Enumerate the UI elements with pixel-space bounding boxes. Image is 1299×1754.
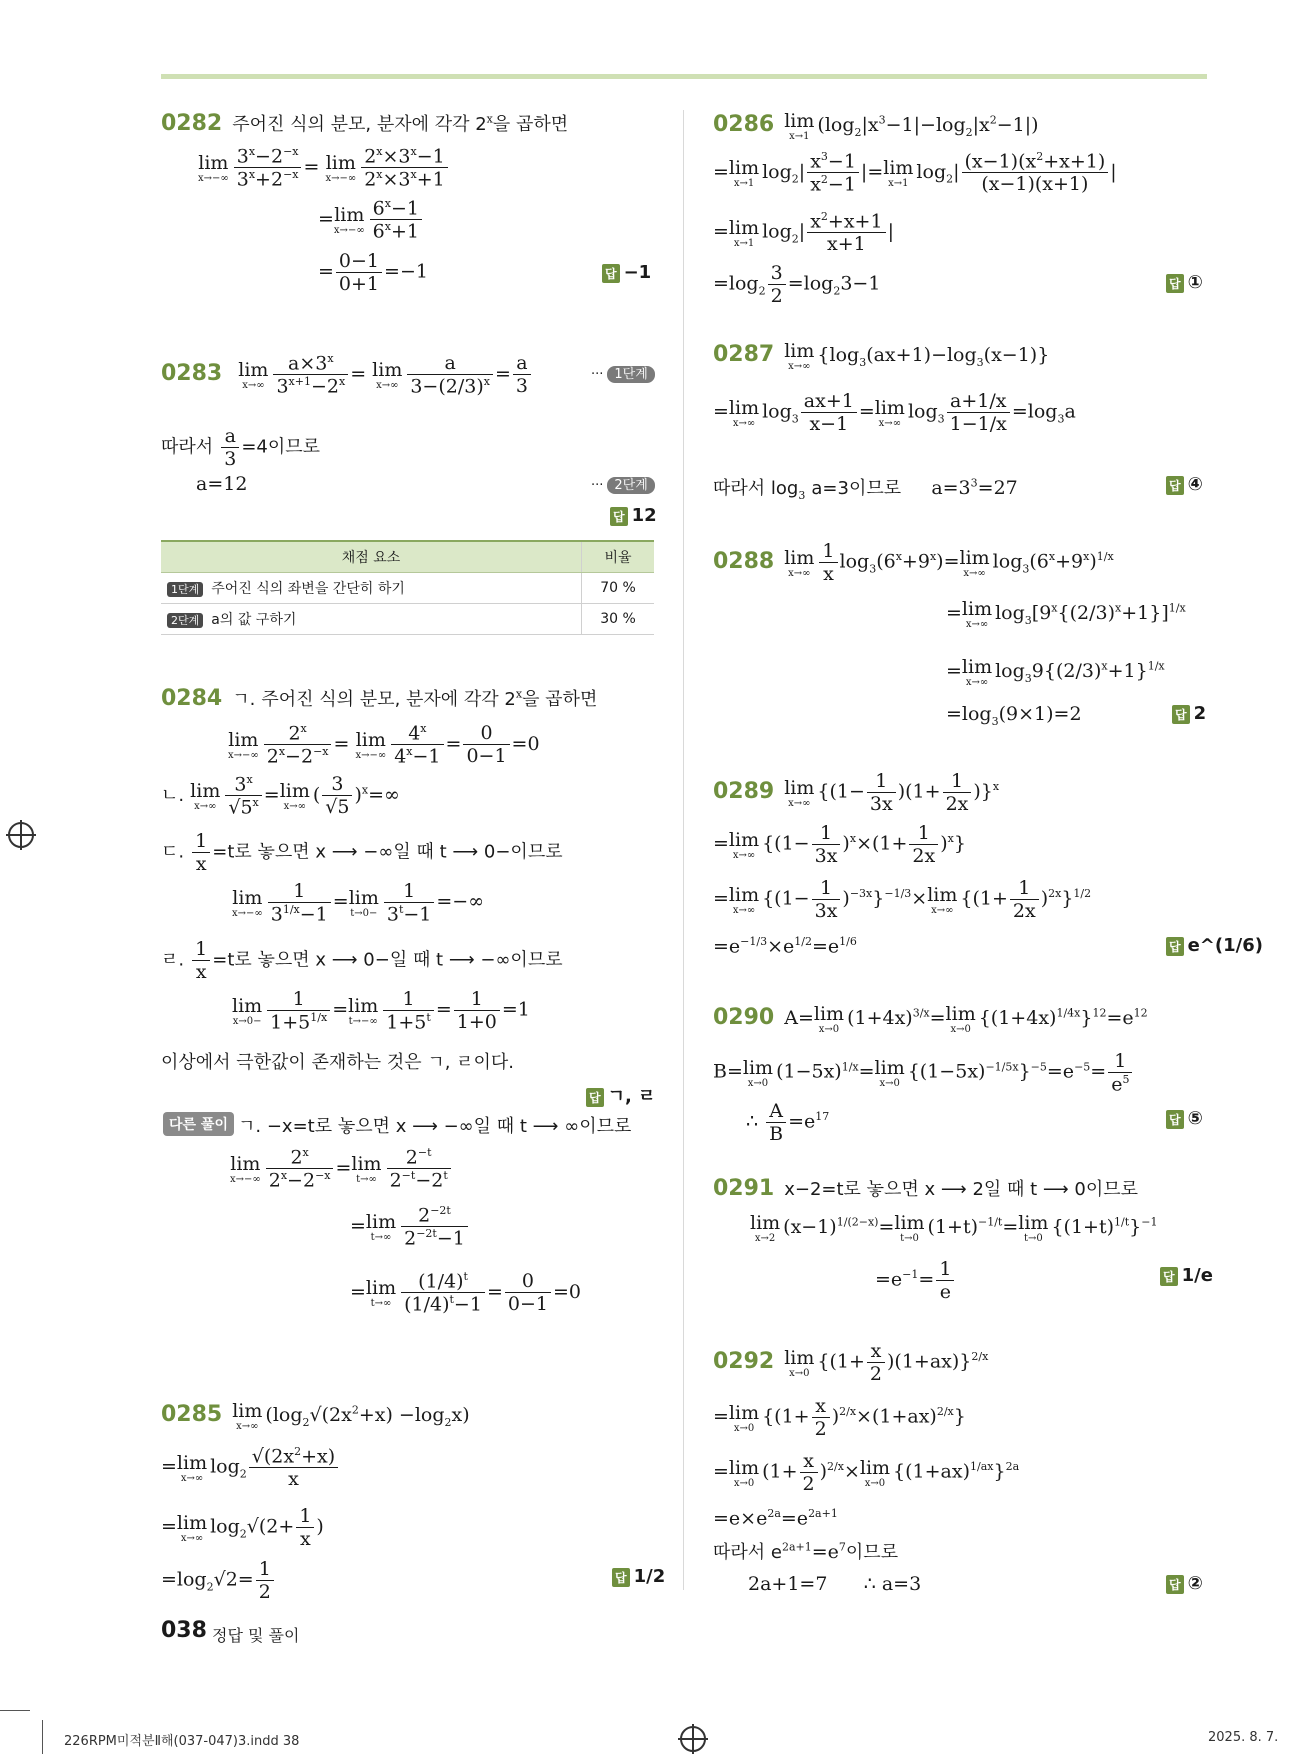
step-1-label: ··· 1단계 <box>591 363 655 382</box>
eq-0292-4: $=e\times e^{2a}=e^{2a+1}$ <box>713 1507 838 1530</box>
answer-0283: 답 12 <box>610 505 657 526</box>
scoring-table: 채점 요소 비율 1단계 주어진 식의 좌변을 간단히 하기 70 % 2단계 a의 값 구하기 30 % <box>161 540 654 635</box>
eq-0292-5: 따라서 $e^{2a+1}=e^7$이므로 <box>713 1540 899 1563</box>
top-rule <box>161 74 1207 79</box>
problem-0290-eq: 0290 A=lim x→0 $(1+4x)^{3/x}=\lim$ x→0 $\{(1+4x)^{1/4x}\}^{12}=e^{12}$ <box>713 1003 1148 1035</box>
eq-0289-4: $=e^{-1/3}\times e^{1/2}=e^{1/6}$ <box>713 935 857 958</box>
eq-0290-3: ∴ $\frac{A}{B}$ $=e^{17}$ <box>746 1100 830 1145</box>
eq-0286-3: =lim x→1 $\log_2|$ $\frac{x^2+x+1}{x+1}$ | <box>713 210 894 256</box>
problem-0289-eq: 0289 lim x→∞ {(1− $\frac{1}{3x}$ )(1+ $\frac{1}{2x}$ )}$^x$ <box>713 770 1000 815</box>
alt-solution-intro: ㄱ. −x=t로 놓으면 x ⟶ −∞일 때 t ⟶ ∞이므로 <box>238 1116 632 1137</box>
registration-mark <box>680 1726 706 1752</box>
page-section-title: 정답 및 풀이 <box>212 1626 300 1645</box>
eq-0284-d: lim x→0− $\frac{1}{1+5^{1/x}}$ =lim t→−∞ $\frac{1}{1+5^t}$ = $\frac{1}{1+0}$ =1 <box>232 988 530 1034</box>
eq-0289-2: =lim x→∞ {(1− $\frac{1}{3x}$ )$^x$×(1+ $\frac{1}{2x}$ )$^x$} <box>713 822 966 867</box>
eq-0292-6: 2a+1=7 ∴ a=3 <box>748 1573 922 1595</box>
file-slug: 226RPM미적분Ⅱ해(037-047)3.indd 38 <box>64 1734 300 1749</box>
eq-0292-3: =lim x→0 (1+ $\frac{x}{2}$ )$^{2/x}$×lim x→0 $\{(1+ax)^{1/ax}\}^{2a}$ <box>713 1450 1020 1495</box>
problem-0291-header: 0291 x−2=t로 놓으면 x ⟶ 2일 때 t ⟶ 0이므로 <box>713 1176 1139 1201</box>
problem-number: 0282 <box>161 111 223 136</box>
answer-0284: 답 ㄱ, ㄹ <box>586 1082 655 1108</box>
table-header: 채점 요소 <box>161 541 582 573</box>
problem-0283-eq: 0283 lim x→∞ $\frac{a\times 3^x}{3^{x+1}-2^x}$ = lim x→∞ $\frac{a}{3-(2/3)^x}$ = $\frac{a}{3}$ <box>161 352 533 398</box>
answer-0292: 답 ② <box>1166 1573 1203 1594</box>
column-divider <box>683 110 684 1590</box>
eq-0285-3: =lim x→∞ $\log_2√(2+$ $\frac{1}{x}$ ) <box>161 1505 324 1550</box>
eq-0284-alt-2: =lim t→∞ $\frac{2^{-2t}}{2^{-2t}-1}$ <box>350 1204 470 1250</box>
answer-0282: 답 −1 <box>602 262 651 283</box>
alt-solution-label: 다른 풀이 <box>163 1112 234 1136</box>
eq-0286-4: $=\log_2$ $\frac{3}{2}$ $=\log_23-1$ <box>713 262 881 307</box>
eq-0292-2: =lim x→0 {(1+ $\frac{x}{2}$ )$^{2/x}\times(1+ax)^{2/x}$} <box>713 1395 966 1440</box>
registration-mark <box>8 822 34 848</box>
answer-0288: 답 2 <box>1172 703 1206 724</box>
eq-0286-2: =lim x→1 $\log_2|$ $\frac{x^3-1}{x^2-1}$ |=lim x→1 $\log_2|$ $\frac{(x-1)(x^2+x+1)}{(x-1)(x+1)}$ | <box>713 150 1117 196</box>
eq-0282-3: = $\frac{0-1}{0+1}$ =−1 <box>318 250 428 295</box>
problem-0287-eq: 0287 lim x→∞ $\{\log_3(ax+1)-\log_3(x-1)\}$ <box>713 340 1050 372</box>
eq-0283-3: a=12 <box>196 473 248 495</box>
answer-0291: 답 1/e <box>1160 1265 1213 1286</box>
eq-0283-2: 따라서 $\frac{a}{3}$ =4이므로 <box>161 425 321 470</box>
answer-0287: 답 ④ <box>1166 474 1203 495</box>
crop-mark <box>0 1710 30 1711</box>
table-row: 1단계 주어진 식의 좌변을 간단히 하기 70 % <box>161 573 654 604</box>
eq-0284-c: lim x→−∞ $\frac{1}{3^{1/x}-1}$ =lim t→0− $\frac{1}{3^t-1}$ =−∞ <box>232 880 485 926</box>
page-number: 038 <box>161 1618 207 1643</box>
eq-0284-c-intro: ㄷ. $\frac{1}{x}$ =t로 놓으면 x ⟶ −∞일 때 t ⟶ 0−이므로 <box>161 830 563 875</box>
answer-0290: 답 ⑤ <box>1166 1108 1203 1129</box>
eq-0290-2: B=lim x→0 $(1-5x)^{1/x}=\lim$ x→0 $\{(1-5x)^{-1/5x}\}^{-5}=e^{-5}=$ $\frac{1}{e^5}$ <box>713 1050 1134 1095</box>
eq-0288-2: =lim x→∞ $\log_3[9^x\{(2/3)^x+1\}]^{1/x}$ <box>946 598 1186 630</box>
eq-0284-alt-3: =lim t→∞ $\frac{(1/4)^t}{(1/4)^t-1}$ = $\frac{0}{0-1}$ =0 <box>350 1270 581 1316</box>
eq-0288-3: =lim x→∞ $\log_39\{(2/3)^x+1\}^{1/x}$ <box>946 656 1165 688</box>
eq-0284-b: ㄴ. lim x→∞ $\frac{3^x}{√5^x}$ =lim x→∞ ( $\frac{3}{√5}$ )$^x$=∞ <box>161 773 400 819</box>
answer-0285: 답 1/2 <box>612 1566 665 1587</box>
eq-0285-4: $=\log_2√2=$ $\frac{1}{2}$ <box>161 1558 276 1603</box>
eq-0288-4: $=\log_3(9\times 1)=2$ <box>946 703 1082 728</box>
problem-0292-eq: 0292 lim x→0 {(1+ $\frac{x}{2}$ )(1+ax)}$^{2/x}$ <box>713 1340 989 1385</box>
crop-mark <box>42 1720 43 1754</box>
problem-0282-header: 0282 주어진 식의 분모, 분자에 각각 2$^x$을 곱하면 <box>161 111 569 136</box>
answer-0289: 답 e^(1/6) <box>1166 935 1263 956</box>
eq-0285-2: =lim x→∞ $\log_2$ $\frac{√(2x^2+x)}{x}$ <box>161 1445 340 1490</box>
eq-0282-2: =lim x→−∞ $\frac{6^x-1}{6^x+1}$ <box>318 197 424 243</box>
problem-0285-eq: 0285 lim x→∞ $(\log_2√(2x^2+x) -\log_2x)$ <box>161 1400 470 1432</box>
step-2-label: ··· 2단계 <box>591 474 655 493</box>
eq-0284-a: lim x→−∞ $\frac{2^x}{2^x-2^{-x}}$ = lim x→−∞ $\frac{4^x}{4^x-1}$ = $\frac{0}{0-1}$ =0 <box>228 722 540 768</box>
problem-0288-eq: 0288 lim x→∞ $\frac{1}{x}$ $\log_3(6^x+9^x)=\lim$ x→∞ $\log_3(6^x+9^x)^{1/x}$ <box>713 540 1114 585</box>
eq-0291-2: lim x→2 $(x-1)^{1/(2-x)}=\lim$ t→0 $(1+t)^{-1/t}=\lim$ t→0 $\{(1+t)^{1/t}\}^{-1}$ <box>750 1212 1158 1244</box>
eq-0284-alt-1: lim x→−∞ $\frac{2^x}{2^x-2^{-x}}$ =lim t→∞ $\frac{2^{-t}}{2^{-t}-2^t}$ <box>230 1146 453 1192</box>
eq-0291-3: $=e^{-1}=$ $\frac{1}{e}$ <box>875 1258 956 1303</box>
answer-0286: 답 ① <box>1166 272 1203 293</box>
eq-0284-d-intro: ㄹ. $\frac{1}{x}$ =t로 놓으면 x ⟶ 0−일 때 t ⟶ −∞이므로 <box>161 938 563 983</box>
conclusion-0284: 이상에서 극한값이 존재하는 것은 ㄱ, ㄹ이다. <box>161 1052 515 1073</box>
problem-intro: 주어진 식의 분모, 분자에 각각 2 <box>232 114 487 135</box>
eq-0287-3: 따라서 $\log_3 a=3$이므로 $a=3^3=27$ <box>713 476 1018 502</box>
problem-0284-header: 0284 ㄱ. 주어진 식의 분모, 분자에 각각 2$^x$을 곱하면 <box>161 686 598 711</box>
print-date: 2025. 8. 7. <box>1208 1730 1279 1745</box>
eq-0289-3: =lim x→∞ {(1− $\frac{1}{3x}$ )$^{-3x}$}$^{-1/3}$×lim x→∞ {(1+ $\frac{1}{2x}$ )$^{2x}$}$^{1/2}$ <box>713 877 1092 922</box>
eq-0282-1: lim x→−∞ $\frac{3^x-2^{-x}}{3^x+2^{-x}}$ = lim x→−∞ $\frac{2^x\times 3^x-1}{2^x\times 3^x+1}$ <box>198 145 450 191</box>
table-row: 2단계 a의 값 구하기 30 % <box>161 604 654 635</box>
eq-0287-2: =lim x→∞ $\log_3$ $\frac{ax+1}{x-1}$ =lim x→∞ $\log_3$ $\frac{a+1/x}{1-1/x}$ $=\log_3a$ <box>713 390 1076 435</box>
problem-0286-eq: 0286 lim x→1 $(\log_2|x^3-1|-\log_2|x^2-1|)$ <box>713 110 1039 142</box>
